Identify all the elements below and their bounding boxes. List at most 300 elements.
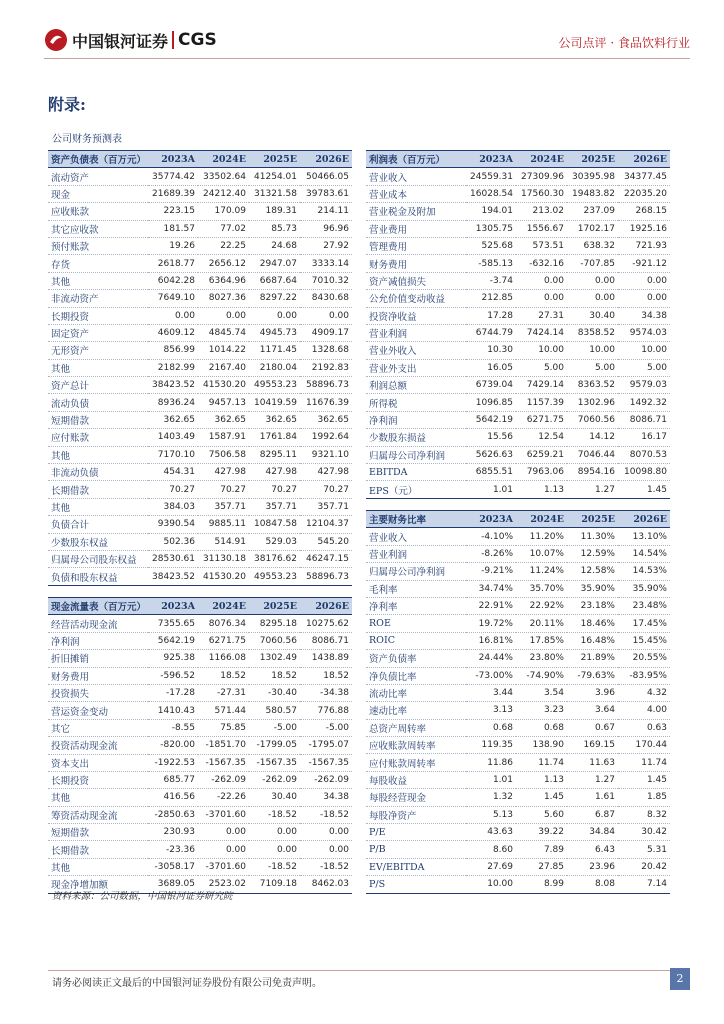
- table-row: [48, 702, 352, 719]
- value-cell: 50466.05: [300, 168, 352, 185]
- value-cell: 2523.02: [198, 876, 249, 893]
- value-cell: 1.85: [618, 789, 670, 806]
- value-cell: 6042.28: [148, 272, 198, 289]
- value-cell: 1992.64: [300, 429, 352, 446]
- value-cell: -921.12: [618, 255, 670, 272]
- row-label: 营运资金变动: [48, 702, 148, 719]
- value-cell: 11.20%: [516, 528, 567, 545]
- value-cell: 58896.73: [300, 568, 352, 585]
- value-cell: 8363.52: [567, 377, 618, 394]
- table-row: [48, 429, 352, 446]
- value-cell: 525.68: [466, 237, 516, 254]
- row-label: 其他: [48, 359, 148, 376]
- table-row: [366, 203, 670, 220]
- table-row: [48, 290, 352, 307]
- value-cell: 10275.62: [300, 615, 352, 632]
- value-cell: 16028.54: [466, 185, 516, 202]
- table-row: [48, 824, 352, 841]
- value-cell: 1.27: [567, 771, 618, 788]
- value-cell: 10.07%: [516, 545, 567, 562]
- table-row: [48, 272, 352, 289]
- table-row: [366, 185, 670, 202]
- value-cell: 5.00: [516, 359, 567, 376]
- year-header-cell: 2024E: [516, 151, 567, 168]
- value-cell: 1403.49: [148, 429, 198, 446]
- value-cell: 6855.51: [466, 464, 516, 481]
- row-label: 长期投资: [48, 307, 148, 324]
- row-label: 其他: [48, 858, 148, 875]
- row-label: 筹资活动现金流: [48, 806, 148, 823]
- table-row: [366, 824, 670, 841]
- value-cell: 33502.64: [198, 168, 249, 185]
- value-cell: 8.60: [466, 841, 516, 858]
- value-cell: 4609.12: [148, 324, 198, 341]
- table-header-row: [366, 511, 670, 528]
- row-label: 现金净增加额: [48, 876, 148, 893]
- row-label: EBITDA: [366, 464, 466, 481]
- value-cell: 5642.19: [148, 632, 198, 649]
- row-label: 营业外收入: [366, 342, 466, 359]
- value-cell: 22.92%: [516, 597, 567, 614]
- report-category: 公司点评 · 食品饮料行业: [558, 36, 690, 50]
- value-cell: 230.93: [148, 824, 198, 841]
- value-cell: 1.13: [516, 771, 567, 788]
- value-cell: 7963.06: [516, 464, 567, 481]
- value-cell: -22.26: [198, 789, 249, 806]
- table-row: [366, 806, 670, 823]
- value-cell: 2180.04: [249, 359, 300, 376]
- value-cell: 10098.80: [618, 464, 670, 481]
- value-cell: 11.86: [466, 754, 516, 771]
- value-cell: 8954.16: [567, 464, 618, 481]
- value-cell: 189.31: [249, 203, 300, 220]
- row-label: 财务费用: [366, 255, 466, 272]
- value-cell: 638.32: [567, 237, 618, 254]
- table-row: [48, 255, 352, 272]
- value-cell: 721.93: [618, 237, 670, 254]
- value-cell: 4909.17: [300, 324, 352, 341]
- row-label: 净利润: [48, 632, 148, 649]
- value-cell: 5642.19: [466, 411, 516, 428]
- value-cell: 30.42: [618, 824, 670, 841]
- row-label: 归属母公司净利润: [366, 563, 466, 580]
- table-row: [366, 168, 670, 185]
- value-cell: 24.68: [249, 237, 300, 254]
- value-cell: -1795.07: [300, 737, 352, 754]
- table-row: [366, 528, 670, 545]
- value-cell: 170.09: [198, 203, 249, 220]
- value-cell: 14.54%: [618, 545, 670, 562]
- value-cell: 34.84: [567, 824, 618, 841]
- value-cell: 77.02: [198, 220, 249, 237]
- table-row: [366, 650, 670, 667]
- page-number: 2: [670, 968, 690, 990]
- row-label: 其它: [48, 719, 148, 736]
- value-cell: 6.43: [567, 841, 618, 858]
- value-cell: 169.15: [567, 737, 618, 754]
- row-label: 其他: [48, 498, 148, 515]
- value-cell: 23.18%: [567, 597, 618, 614]
- table-row: [366, 220, 670, 237]
- row-label: 流动资产: [48, 168, 148, 185]
- year-header-cell: 2026E: [618, 151, 670, 168]
- value-cell: 3.23: [516, 702, 567, 719]
- value-cell: 70.27: [198, 481, 249, 498]
- value-cell: 529.03: [249, 533, 300, 550]
- value-cell: 19.26: [148, 237, 198, 254]
- value-cell: 3.44: [466, 684, 516, 701]
- row-label: 应付账款周转率: [366, 754, 466, 771]
- row-label: 长期借款: [48, 481, 148, 498]
- value-cell: -5.00: [249, 719, 300, 736]
- row-label: 管理费用: [366, 237, 466, 254]
- value-cell: 39783.61: [300, 185, 352, 202]
- row-label: 净负债比率: [366, 667, 466, 684]
- value-cell: 3.54: [516, 684, 567, 701]
- table-row: [48, 858, 352, 875]
- value-cell: 6259.21: [516, 446, 567, 463]
- value-cell: 6744.79: [466, 324, 516, 341]
- table-row: [48, 307, 352, 324]
- value-cell: -3.74: [466, 272, 516, 289]
- table-row: [366, 342, 670, 359]
- value-cell: -3701.60: [198, 806, 249, 823]
- value-cell: 8295.18: [249, 615, 300, 632]
- value-cell: -18.52: [249, 806, 300, 823]
- value-cell: 362.65: [300, 411, 352, 428]
- value-cell: 41530.20: [198, 377, 249, 394]
- value-cell: 7.89: [516, 841, 567, 858]
- row-label: 所得税: [366, 394, 466, 411]
- table-row: [48, 550, 352, 567]
- value-cell: 35.90%: [618, 580, 670, 597]
- value-cell: 16.81%: [466, 632, 516, 649]
- value-cell: 3.64: [567, 702, 618, 719]
- year-header-cell: 2023A: [466, 511, 516, 528]
- value-cell: 1014.22: [198, 342, 249, 359]
- row-label: 无形资产: [48, 342, 148, 359]
- value-cell: 4845.74: [198, 324, 249, 341]
- table-row: [48, 377, 352, 394]
- cash-flow-table: [48, 597, 352, 894]
- value-cell: 1328.68: [300, 342, 352, 359]
- row-label: 折旧摊销: [48, 650, 148, 667]
- value-cell: 427.98: [198, 464, 249, 481]
- value-cell: 7170.10: [148, 446, 198, 463]
- value-cell: 35.70%: [516, 580, 567, 597]
- value-cell: 1410.43: [148, 702, 198, 719]
- value-cell: 212.85: [466, 290, 516, 307]
- value-cell: 8076.34: [198, 615, 249, 632]
- row-label: 速动比率: [366, 702, 466, 719]
- table-row: [48, 806, 352, 823]
- value-cell: 24.44%: [466, 650, 516, 667]
- value-cell: 17560.30: [516, 185, 567, 202]
- table-row: [48, 615, 352, 632]
- value-cell: 8295.11: [249, 446, 300, 463]
- value-cell: 6687.64: [249, 272, 300, 289]
- row-label: 营业费用: [366, 220, 466, 237]
- value-cell: 27309.96: [516, 168, 567, 185]
- footer-divider: [48, 970, 690, 971]
- value-cell: 0.68: [466, 719, 516, 736]
- value-cell: 0.00: [618, 290, 670, 307]
- value-cell: 223.15: [148, 203, 198, 220]
- value-cell: 10.00: [466, 876, 516, 893]
- value-cell: 8086.71: [300, 632, 352, 649]
- value-cell: 11.74: [618, 754, 670, 771]
- value-cell: 1.13: [516, 481, 567, 498]
- table-row: [48, 324, 352, 341]
- value-cell: 7429.14: [516, 377, 567, 394]
- value-cell: 119.35: [466, 737, 516, 754]
- value-cell: 1157.39: [516, 394, 567, 411]
- table-title-cell: 资产负债表（百万元）: [48, 151, 148, 168]
- value-cell: 27.92: [300, 237, 352, 254]
- value-cell: 6271.75: [198, 632, 249, 649]
- row-label: 少数股东权益: [48, 533, 148, 550]
- row-label: 每股经营现金: [366, 789, 466, 806]
- value-cell: 9321.10: [300, 446, 352, 463]
- value-cell: 571.44: [198, 702, 249, 719]
- value-cell: 3.13: [466, 702, 516, 719]
- row-label: 归属母公司净利润: [366, 446, 466, 463]
- row-label: 预付账款: [48, 237, 148, 254]
- value-cell: 514.91: [198, 533, 249, 550]
- value-cell: -27.31: [198, 684, 249, 701]
- value-cell: 3689.05: [148, 876, 198, 893]
- value-cell: 685.77: [148, 771, 198, 788]
- row-label: 财务费用: [48, 667, 148, 684]
- value-cell: 5.60: [516, 806, 567, 823]
- row-label: 营业利润: [366, 324, 466, 341]
- value-cell: 18.52: [198, 667, 249, 684]
- value-cell: 237.09: [567, 203, 618, 220]
- value-cell: 35.90%: [567, 580, 618, 597]
- value-cell: -3701.60: [198, 858, 249, 875]
- value-cell: -18.52: [300, 858, 352, 875]
- year-header-cell: 2025E: [249, 598, 300, 615]
- value-cell: 0.00: [300, 824, 352, 841]
- value-cell: 1.32: [466, 789, 516, 806]
- row-label: EPS（元）: [366, 481, 466, 498]
- value-cell: 75.85: [198, 719, 249, 736]
- table-row: [48, 632, 352, 649]
- value-cell: 9390.54: [148, 516, 198, 533]
- value-cell: -34.38: [300, 684, 352, 701]
- table-row: [48, 203, 352, 220]
- value-cell: 8936.24: [148, 394, 198, 411]
- table-row: [48, 359, 352, 376]
- value-cell: 7060.56: [567, 411, 618, 428]
- value-cell: 49553.23: [249, 377, 300, 394]
- value-cell: 2656.12: [198, 255, 249, 272]
- value-cell: 1925.16: [618, 220, 670, 237]
- value-cell: 5.13: [466, 806, 516, 823]
- table-row: [366, 272, 670, 289]
- row-label: 每股净资产: [366, 806, 466, 823]
- value-cell: 0.00: [516, 290, 567, 307]
- value-cell: 11.24%: [516, 563, 567, 580]
- table-row: [48, 650, 352, 667]
- table-row: [366, 667, 670, 684]
- table-title-cell: 主要财务比率: [366, 511, 466, 528]
- value-cell: 776.88: [300, 702, 352, 719]
- value-cell: 46247.15: [300, 550, 352, 567]
- value-cell: 0.67: [567, 719, 618, 736]
- value-cell: 0.00: [249, 307, 300, 324]
- value-cell: 13.10%: [618, 528, 670, 545]
- value-cell: 4945.73: [249, 324, 300, 341]
- value-cell: -73.00%: [466, 667, 516, 684]
- value-cell: 34377.45: [618, 168, 670, 185]
- row-label: 投资损失: [48, 684, 148, 701]
- row-label: 应付账款: [48, 429, 148, 446]
- value-cell: 58896.73: [300, 377, 352, 394]
- table-header-row: [48, 151, 352, 168]
- table-row: [48, 237, 352, 254]
- table-row: [48, 168, 352, 185]
- value-cell: 2618.77: [148, 255, 198, 272]
- value-cell: 16.48%: [567, 632, 618, 649]
- table-row: [48, 185, 352, 202]
- disclaimer-footer: 请务必阅读正文最后的中国银河证券股份有限公司免责声明。: [52, 978, 322, 989]
- value-cell: 545.20: [300, 533, 352, 550]
- value-cell: 8027.36: [198, 290, 249, 307]
- income-statement-table: [366, 150, 670, 499]
- logo-text-cn: 中国银河证券: [72, 31, 169, 51]
- value-cell: 18.52: [300, 667, 352, 684]
- table-row: [48, 568, 352, 585]
- value-cell: -585.13: [466, 255, 516, 272]
- row-label: ROE: [366, 615, 466, 632]
- value-cell: 39.22: [516, 824, 567, 841]
- value-cell: 41530.20: [198, 568, 249, 585]
- value-cell: 0.00: [567, 272, 618, 289]
- row-label: 利润总额: [366, 377, 466, 394]
- value-cell: 213.02: [516, 203, 567, 220]
- value-cell: -262.09: [300, 771, 352, 788]
- row-label: 长期借款: [48, 841, 148, 858]
- value-cell: 22035.20: [618, 185, 670, 202]
- value-cell: -1567.35: [249, 754, 300, 771]
- year-header-cell: 2024E: [198, 151, 249, 168]
- section-subtitle: 公司财务预测表: [52, 134, 122, 145]
- value-cell: 27.69: [466, 858, 516, 875]
- value-cell: 1.45: [618, 771, 670, 788]
- company-logo: [44, 28, 217, 52]
- table-row: [48, 754, 352, 771]
- row-label: 其他: [48, 272, 148, 289]
- value-cell: 20.42: [618, 858, 670, 875]
- table-header-row: [48, 598, 352, 615]
- value-cell: 8070.53: [618, 446, 670, 463]
- value-cell: 427.98: [249, 464, 300, 481]
- value-cell: 362.65: [148, 411, 198, 428]
- year-header-cell: 2023A: [466, 151, 516, 168]
- table-row: [48, 789, 352, 806]
- value-cell: -3058.17: [148, 858, 198, 875]
- table-row: [48, 481, 352, 498]
- row-label: 负债和股东权益: [48, 568, 148, 585]
- value-cell: 502.36: [148, 533, 198, 550]
- table-title-cell: 现金流量表（百万元）: [48, 598, 148, 615]
- table-row: [48, 771, 352, 788]
- year-header-cell: 2026E: [300, 598, 352, 615]
- value-cell: 70.27: [249, 481, 300, 498]
- value-cell: -2850.63: [148, 806, 198, 823]
- value-cell: 1096.85: [466, 394, 516, 411]
- value-cell: 4.00: [618, 702, 670, 719]
- table-row: [366, 737, 670, 754]
- value-cell: 1.45: [516, 789, 567, 806]
- value-cell: 1305.75: [466, 220, 516, 237]
- year-header-cell: 2025E: [249, 151, 300, 168]
- value-cell: 1761.84: [249, 429, 300, 446]
- value-cell: 18.52: [249, 667, 300, 684]
- value-cell: 7424.14: [516, 324, 567, 341]
- value-cell: 10.30: [466, 342, 516, 359]
- value-cell: 357.71: [198, 498, 249, 515]
- row-label: 净利润: [366, 411, 466, 428]
- value-cell: -1799.05: [249, 737, 300, 754]
- value-cell: 8358.52: [567, 324, 618, 341]
- row-label: 应收账款: [48, 203, 148, 220]
- value-cell: 1.01: [466, 771, 516, 788]
- value-cell: 8.32: [618, 806, 670, 823]
- row-label: 资产减值损失: [366, 272, 466, 289]
- row-label: 应收账款周转率: [366, 737, 466, 754]
- row-label: 经营活动现金流: [48, 615, 148, 632]
- row-label: 非流动负债: [48, 464, 148, 481]
- value-cell: 8086.71: [618, 411, 670, 428]
- row-label: 固定资产: [48, 324, 148, 341]
- value-cell: 194.01: [466, 203, 516, 220]
- value-cell: 24212.40: [198, 185, 249, 202]
- year-header-cell: 2025E: [567, 511, 618, 528]
- value-cell: 9574.03: [618, 324, 670, 341]
- value-cell: 11.74: [516, 754, 567, 771]
- value-cell: 7649.10: [148, 290, 198, 307]
- value-cell: 20.55%: [618, 650, 670, 667]
- value-cell: 27.85: [516, 858, 567, 875]
- table-row: [48, 684, 352, 701]
- value-cell: 7010.32: [300, 272, 352, 289]
- value-cell: 0.68: [516, 719, 567, 736]
- value-cell: 70.27: [300, 481, 352, 498]
- value-cell: 268.15: [618, 203, 670, 220]
- value-cell: 12.54: [516, 429, 567, 446]
- value-cell: 10.00: [516, 342, 567, 359]
- value-cell: 138.90: [516, 737, 567, 754]
- value-cell: 1171.45: [249, 342, 300, 359]
- row-label: 其他: [48, 789, 148, 806]
- header-divider: [44, 58, 690, 59]
- appendix-title: 附录:: [48, 95, 86, 114]
- row-label: 营业利润: [366, 545, 466, 562]
- table-row: [48, 719, 352, 736]
- table-row: [48, 667, 352, 684]
- value-cell: 1302.49: [249, 650, 300, 667]
- value-cell: -632.16: [516, 255, 567, 272]
- value-cell: 2192.83: [300, 359, 352, 376]
- value-cell: 7355.65: [148, 615, 198, 632]
- table-row: [366, 545, 670, 562]
- row-label: 投资净收益: [366, 307, 466, 324]
- value-cell: 0.00: [148, 307, 198, 324]
- row-label: 营业收入: [366, 168, 466, 185]
- value-cell: -1567.35: [300, 754, 352, 771]
